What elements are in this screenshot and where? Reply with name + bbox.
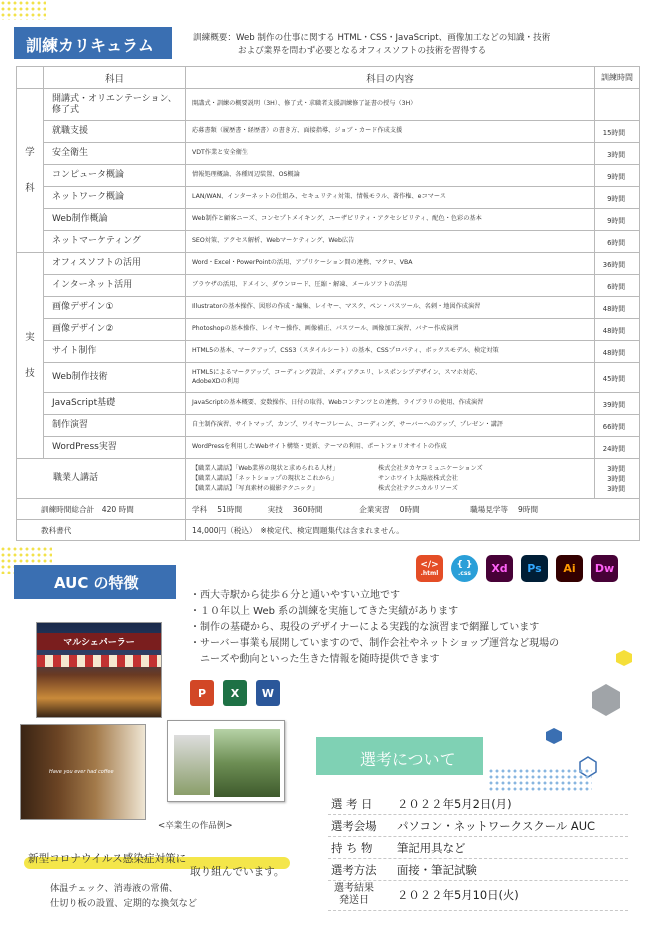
textbook-row — [17, 520, 640, 541]
divider — [328, 910, 628, 911]
category-jitsugi: 実 技 — [17, 253, 44, 459]
word-icon: W — [256, 680, 280, 706]
decorative-hexagons — [540, 640, 640, 780]
table-row — [17, 275, 640, 297]
xd-icon: Xd — [486, 555, 513, 582]
table-row — [17, 143, 640, 165]
subject-cell: JavaScript基礎 — [44, 393, 186, 415]
content-cell: ブラウザの活用、ドメイン、ダウンロード、圧縮・解凍、メールソフトの活用 — [186, 275, 595, 297]
content-cell: HTML5によるマークアップ、コーディング設計、メディアクエリ、レスポンシブデザイン、スマホ対応、 AdobeXDの利用 — [186, 363, 595, 393]
header-content: 科目の内容 — [186, 67, 595, 89]
css-icon: { } .css — [451, 555, 478, 582]
divider — [328, 880, 628, 881]
hours-cell: 9時間 — [595, 187, 640, 209]
hexagon-gray — [592, 684, 620, 716]
table-row — [17, 165, 640, 187]
table-row — [17, 363, 640, 393]
content-cell: JavaScriptの基本概要、変数操作、日付の取得、Webコンテンツとの連携、ライブラリの使用、作成演習 — [186, 393, 595, 415]
table-row — [17, 415, 640, 437]
html-icon: </> .html — [416, 555, 443, 582]
divider — [328, 836, 628, 837]
works-caption: <卒業生の作品例> — [158, 821, 233, 831]
work-thumbnail-left — [174, 735, 210, 795]
hours-cell: 24時間 — [595, 437, 640, 459]
features-heading: AUC の特徴 — [14, 565, 176, 599]
subject-cell: WordPress実習 — [44, 437, 186, 459]
table-row — [17, 319, 640, 341]
corona-body-line1: 体温チェック、消毒液の常備、 — [50, 883, 178, 894]
curriculum-overview-line2: および業界を問わず必要となるオフィスソフトの技術を習得する — [238, 46, 487, 56]
content-cell: 自主制作演習、サイトマップ、カンプ、ワイヤーフレーム、コーディング、サーバーへのアップ、プレゼン・講評 — [186, 415, 595, 437]
hours-cell: 9時間 — [595, 209, 640, 231]
hours-cell: 15時間 — [595, 121, 640, 143]
table-row — [17, 231, 640, 253]
hours-cell: 6時間 — [595, 275, 640, 297]
hexagon-yellow — [616, 650, 632, 666]
hours-cell — [595, 89, 640, 121]
photoshop-icon: Ps — [521, 555, 548, 582]
table-header — [17, 67, 640, 89]
illustrator-icon: Ai — [556, 555, 583, 582]
subject-cell: ネットワーク概論 — [44, 187, 186, 209]
hours-cell: 48時間 — [595, 319, 640, 341]
hours-cell: 3時間 — [595, 143, 640, 165]
content-cell: Photoshopの基本操作、レイヤー操作、画像補正、パスツール、画像加工演習、バナー作成演習 — [186, 319, 595, 341]
subject-cell: 安全衛生 — [44, 143, 186, 165]
shop-sign: マルシェパーラー — [37, 633, 161, 650]
decorative-dots — [0, 0, 46, 20]
powerpoint-icon: P — [190, 680, 214, 706]
divider — [328, 858, 628, 859]
content-cell: VDT作業と安全衛生 — [186, 143, 595, 165]
work-thumbnail-main — [214, 729, 280, 797]
selection-value-method: 面接・筆記試験 — [397, 863, 477, 877]
divider — [328, 814, 628, 815]
table-row — [17, 209, 640, 231]
textbook-value: 14,000円（税込） ※検定代、検定問題集代は含まれません。 — [186, 520, 640, 541]
content-cell: Illustratorの基本操作、図形の作成・編集、レイヤー、マスク、ペン・パスツール、名刺・地図作成演習 — [186, 297, 595, 319]
hours-cell: 39時間 — [595, 393, 640, 415]
feature-item: ・西大寺駅から徒歩６分と通いやすい立地です — [190, 590, 400, 601]
table-row — [17, 297, 640, 319]
content-cell: 応募書類（履歴書・経歴書）の書き方、面接指導、ジョブ・カード作成支援 — [186, 121, 595, 143]
table-row — [17, 187, 640, 209]
selection-value-result: ２０２２年5月10日(火) — [397, 888, 519, 902]
subject-cell: コンピュータ概論 — [44, 165, 186, 187]
subject-cell: サイト制作 — [44, 341, 186, 363]
subject-cell: Web制作技術 — [44, 363, 186, 393]
table-row — [17, 393, 640, 415]
header-hours: 訓練時間 — [595, 67, 640, 89]
hours-cell: 36時間 — [595, 253, 640, 275]
lecture-hours: 3時間 3時間 3時間 — [595, 459, 640, 499]
selection-value-date: ２０２２年5月2日(月) — [397, 797, 512, 811]
student-work-photo — [167, 720, 285, 802]
header-blank — [17, 67, 44, 89]
subject-cell: 制作演習 — [44, 415, 186, 437]
curriculum-heading: 訓練カリキュラム — [14, 27, 172, 59]
curriculum-overview-line1: 訓練概要：Web 制作の仕事に関する HTML・CSS・JavaScript、画像加工などの知識・技術 — [193, 33, 551, 43]
hexagon-blue — [546, 728, 562, 744]
content-cell: Web制作と顧客ニーズ、コンセプトメイキング、ユーザビリティ・アクセシビリティ、配色・色彩の基本 — [186, 209, 595, 231]
hours-cell: 9時間 — [595, 165, 640, 187]
total-row — [17, 499, 640, 520]
content-cell: 開講式・訓練の概要説明（3H）、修了式・求職者支援訓練修了証書の授与（3H） — [186, 89, 595, 121]
content-cell: SEO対策、アクセス解析、Webマーケティング、Web広告 — [186, 231, 595, 253]
selection-label-items: 持 ち 物 — [331, 841, 373, 855]
subject-cell: ネットマーケティング — [44, 231, 186, 253]
selection-label-result: 選考結果 発送日 — [334, 883, 374, 906]
hours-cell: 66時間 — [595, 415, 640, 437]
content-cell: HTML5の基本、マークアップ、CSS3（スタイルシート）の基本、CSSプロパティ、ボックスモデル、検定対策 — [186, 341, 595, 363]
corona-heading-line1: 新型コロナウイルス感染症対策に — [28, 853, 187, 865]
subject-cell: インターネット活用 — [44, 275, 186, 297]
curriculum-table — [16, 66, 640, 541]
hours-cell: 45時間 — [595, 363, 640, 393]
total-breakdown: 学科 51時間 実技 360時間 企業実習 0時間 職場見学等 9時間 — [186, 499, 640, 520]
selection-label-method: 選考方法 — [331, 863, 377, 877]
hours-cell: 48時間 — [595, 341, 640, 363]
feature-item: ・１０年以上 Web 系の訓練を実施してきた実績があります — [190, 606, 459, 617]
selection-label-date: 選 考 日 — [331, 797, 373, 811]
decorative-dots — [488, 768, 592, 792]
subject-cell: 画像デザイン② — [44, 319, 186, 341]
textbook-label: 教科書代 — [17, 520, 186, 541]
content-cell: WordPressを利用したWebサイト構築・更新、テーマの利用、ポートフォリオサイトの作成 — [186, 437, 595, 459]
selection-value-items: 筆記用具など — [397, 841, 466, 855]
feature-item: ・サーバー事業も展開していますので、制作会社やネットショップ運営など現場の — [190, 638, 560, 649]
excel-icon: X — [223, 680, 247, 706]
feature-item: ・制作の基礎から、現役のデザイナーによる実践的な演習まで網羅しています — [190, 622, 540, 633]
subject-cell: オフィスソフトの活用 — [44, 253, 186, 275]
table-row — [17, 253, 640, 275]
hours-cell: 6時間 — [595, 231, 640, 253]
lecture-content: 【職業人講話】「Web業界の現状と求められる人材」 株式会社タカヤコミュニケーションズ 【職業人講話】「ネットショップの現状とこれから」 サンホワイト太陽底株式会社 【職業人講話】「写真素材の撮影テクニック」 株式会社テクニカルリソーズ — [186, 459, 595, 499]
subject-cell: 就職支援 — [44, 121, 186, 143]
dreamweaver-icon: Dw — [591, 555, 618, 582]
hours-cell: 48時間 — [595, 297, 640, 319]
corona-body-line2: 仕切り板の設置、定期的な換気など — [50, 898, 197, 909]
table-row — [17, 437, 640, 459]
shop-awning — [37, 655, 161, 667]
lecture-subject: 職業人講話 — [17, 459, 186, 499]
header-subject: 科目 — [44, 67, 186, 89]
subject-cell: Web制作概論 — [44, 209, 186, 231]
selection-heading: 選考について — [360, 750, 456, 769]
lecture-row — [17, 459, 640, 499]
table-row — [17, 341, 640, 363]
corona-heading-line2: 取り組んでいます。 — [190, 866, 285, 878]
table-row — [17, 121, 640, 143]
cafe-caption: Have you ever had coffee — [49, 769, 114, 775]
selection-value-venue: パソコン・ネットワークスクール AUC — [397, 819, 595, 833]
total-label: 訓練時間総合計 420 時間 — [17, 499, 186, 520]
content-cell: LAN/WAN、インターネットの仕組み、セキュリティ対策、情報モラル、著作権、eコマース — [186, 187, 595, 209]
subject-cell: 開講式・オリエンテーション、修了式 — [44, 89, 186, 121]
subject-cell: 画像デザイン① — [44, 297, 186, 319]
selection-label-venue: 選考会場 — [331, 819, 377, 833]
feature-item: ニーズや動向といった生きた情報を随時提供できます — [190, 654, 440, 665]
cafe-photo — [20, 724, 146, 820]
shop-photo — [36, 622, 162, 718]
content-cell: 情報処理概論、各種周辺装置、OS概論 — [186, 165, 595, 187]
category-gakka: 学 科 — [17, 89, 44, 253]
table-row — [17, 89, 640, 121]
content-cell: Word・Excel・PowerPointの活用、アプリケーション間の連携、マクロ、VBA — [186, 253, 595, 275]
